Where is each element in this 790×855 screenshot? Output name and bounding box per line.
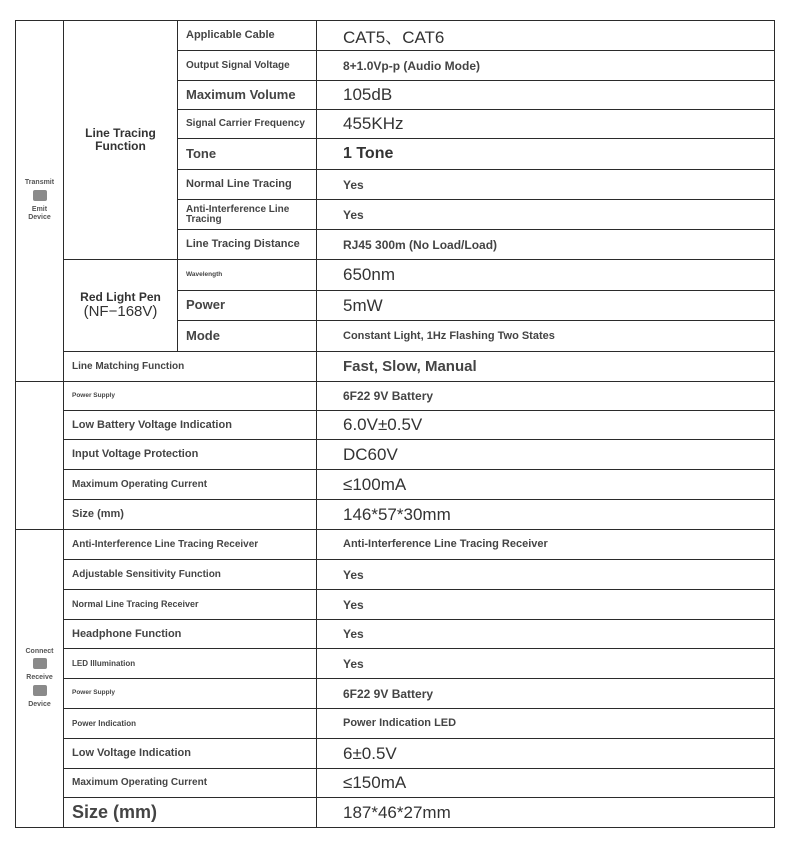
- spec-value: DC60V: [317, 440, 775, 470]
- table-row: [16, 620, 775, 649]
- spec-label: Power Supply: [64, 679, 317, 709]
- spec-label: Low Battery Voltage Indication: [64, 411, 317, 440]
- line-tracing-function-title: Line Tracing Function: [64, 21, 178, 260]
- spec-label: Signal Carrier Frequency: [178, 110, 317, 139]
- table-row: [16, 382, 775, 411]
- table-row: [16, 739, 775, 769]
- table-row: [16, 649, 775, 679]
- table-row: [16, 500, 775, 530]
- spec-value: Yes: [317, 170, 775, 200]
- spec-label: Mode: [178, 321, 317, 352]
- connect-label: Connect: [25, 647, 54, 655]
- spec-value: RJ45 300m (No Load/Load): [317, 230, 775, 260]
- table-row: [16, 411, 775, 440]
- transmitter-icon: [33, 190, 47, 201]
- spec-label: Line Tracing Distance: [178, 230, 317, 260]
- red-light-pen-title: [64, 260, 178, 352]
- spec-label: Anti-Interference Line Tracing: [178, 200, 317, 230]
- table-row: [16, 679, 775, 709]
- spec-value: Fast, Slow, Manual: [317, 352, 775, 382]
- spec-value: Anti-Interference Line Tracing Receiver: [317, 530, 775, 560]
- spec-value: CAT5、CAT6: [317, 21, 775, 51]
- spec-label: Anti-Interference Line Tracing Receiver: [64, 530, 317, 560]
- table-row: [16, 530, 775, 560]
- receiver-probe-icon: [33, 685, 47, 696]
- table-row: [16, 560, 775, 590]
- spec-label: Input Voltage Protection: [64, 440, 317, 470]
- spec-label: Maximum Volume: [178, 81, 317, 110]
- table-row: [16, 709, 775, 739]
- spec-value: 1 Tone: [317, 139, 775, 170]
- transmit-device-group: [16, 21, 64, 382]
- spec-value: ≤100mA: [317, 470, 775, 500]
- emit-label: Emit: [31, 206, 48, 213]
- table-row: [16, 590, 775, 620]
- red-light-pen-model: (NF−168V): [83, 302, 158, 320]
- table-row: [16, 769, 775, 798]
- receive-device-group: [16, 530, 64, 828]
- spec-label: Power Supply: [64, 382, 317, 411]
- spec-table: [15, 20, 775, 828]
- spec-value: 6±0.5V: [317, 739, 775, 769]
- spec-label: Headphone Function: [64, 620, 317, 649]
- spec-value: 146*57*30mm: [317, 500, 775, 530]
- transmit-label: Transmit: [24, 179, 55, 187]
- spec-label: Maximum Operating Current: [64, 769, 317, 798]
- table-row: [16, 470, 775, 500]
- spec-label: Low Voltage Indication: [64, 739, 317, 769]
- table-row: [16, 440, 775, 470]
- table-row: [16, 21, 775, 51]
- spec-value: Power Indication LED: [317, 709, 775, 739]
- spec-label: Adjustable Sensitivity Function: [64, 560, 317, 590]
- table-row: [16, 798, 775, 828]
- spec-value: 6F22 9V Battery: [317, 382, 775, 411]
- spec-label: Size (mm): [64, 798, 317, 828]
- spec-value: 5mW: [317, 291, 775, 321]
- spec-label: Applicable Cable: [178, 21, 317, 51]
- spec-value: ≤150mA: [317, 769, 775, 798]
- spec-value: 6.0V±0.5V: [317, 411, 775, 440]
- spec-label: Output Signal Voltage: [178, 51, 317, 81]
- spec-value: 187*46*27mm: [317, 798, 775, 828]
- spec-value: Yes: [317, 560, 775, 590]
- spec-label: Power: [178, 291, 317, 321]
- transmit-group-continued: [16, 382, 64, 530]
- table-row: [16, 352, 775, 382]
- spec-value: 455KHz: [317, 110, 775, 139]
- spec-value: Yes: [317, 649, 775, 679]
- red-light-pen-label: Red Light Pen: [80, 289, 161, 304]
- spec-label: Power Indication: [64, 709, 317, 739]
- spec-label: Normal Line Tracing Receiver: [64, 590, 317, 620]
- spec-value: 650nm: [317, 260, 775, 291]
- spec-value: Yes: [317, 620, 775, 649]
- receive-device-label: Device: [28, 701, 51, 709]
- spec-value: Yes: [317, 590, 775, 620]
- device-label: Device: [28, 214, 51, 222]
- receiver-icon: [33, 658, 47, 669]
- table-row: [16, 260, 775, 291]
- spec-value: 105dB: [317, 81, 775, 110]
- spec-label: Maximum Operating Current: [64, 470, 317, 500]
- spec-label: Wavelength: [178, 260, 317, 291]
- spec-label: Line Matching Function: [64, 352, 317, 382]
- spec-value: 8+1.0Vp-p (Audio Mode): [317, 51, 775, 81]
- spec-label: Tone: [178, 139, 317, 170]
- spec-value: Constant Light, 1Hz Flashing Two States: [317, 321, 775, 352]
- receive-label: Receive: [26, 674, 53, 682]
- spec-value: Yes: [317, 200, 775, 230]
- spec-label: LED Illumination: [64, 649, 317, 679]
- spec-label: Size (mm): [64, 500, 317, 530]
- spec-value: 6F22 9V Battery: [317, 679, 775, 709]
- spec-label: Normal Line Tracing: [178, 170, 317, 200]
